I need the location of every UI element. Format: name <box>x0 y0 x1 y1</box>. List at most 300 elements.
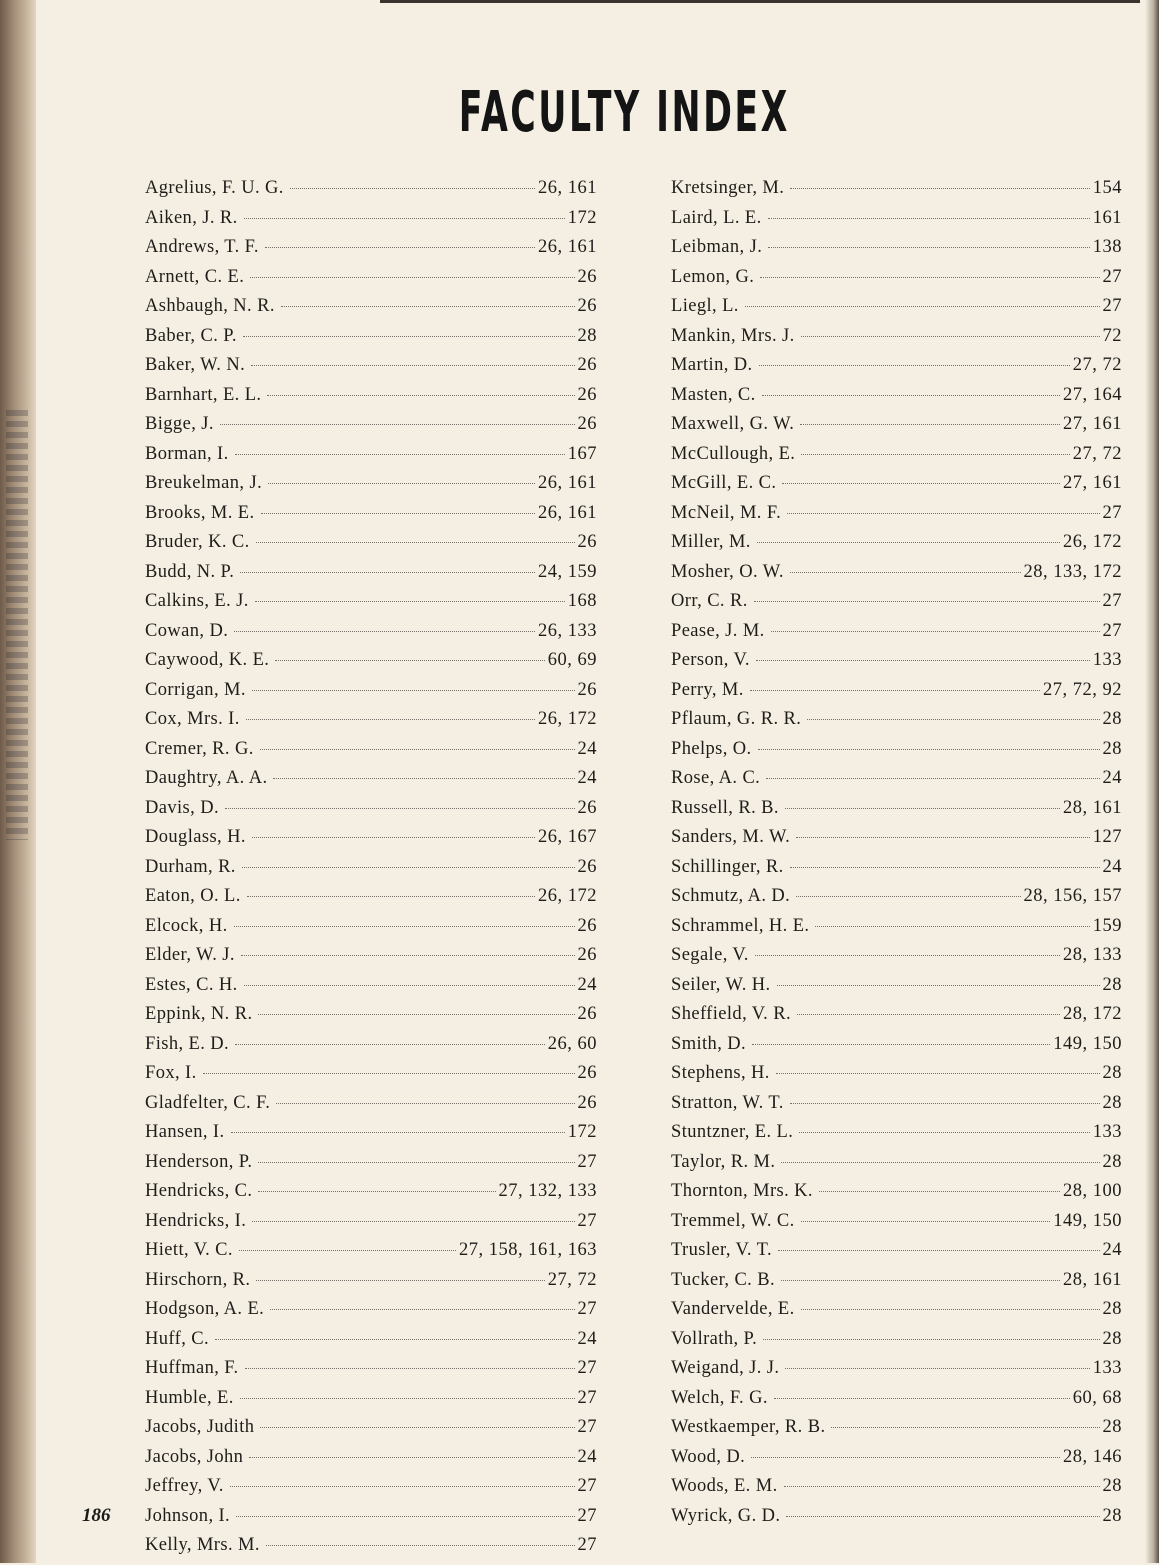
entry-name: Jacobs, John <box>145 1446 244 1467</box>
entry-pages: 26 <box>577 532 597 552</box>
entry-pages: 26 <box>577 384 597 405</box>
entry-pages: 167 <box>567 443 597 464</box>
index-entry <box>145 827 597 857</box>
index-entry <box>671 1476 1122 1506</box>
dot-leader <box>785 807 1060 809</box>
dot-leader <box>790 1102 1100 1104</box>
entry-name: Jacobs, Judith <box>145 1417 255 1437</box>
entry-pages: 26 <box>577 296 597 316</box>
entry-pages: 26, 161 <box>538 237 597 257</box>
entry-pages: 28, 133, 172 <box>1023 561 1122 582</box>
entry-name: Calkins, E. J. <box>145 591 249 611</box>
dot-leader <box>801 335 1100 337</box>
index-entry <box>145 798 597 828</box>
entry-pages: 27, 161 <box>1063 473 1122 493</box>
dot-leader <box>815 925 1089 927</box>
dot-leader <box>250 276 574 278</box>
index-entry <box>671 621 1122 651</box>
entry-name: McGill, E. C. <box>671 473 777 493</box>
entry-pages: 26, 161 <box>538 502 597 523</box>
dot-leader <box>790 571 1021 573</box>
index-entry <box>671 1093 1122 1123</box>
entry-pages: 28 <box>1102 974 1122 995</box>
entry-pages: 27 <box>577 1505 597 1526</box>
dot-leader <box>249 1456 574 1458</box>
entry-pages: 26 <box>577 1092 597 1113</box>
entry-pages: 26 <box>577 797 597 818</box>
index-entry <box>671 739 1122 769</box>
index-entry <box>145 1034 597 1064</box>
dot-leader <box>268 482 535 484</box>
dot-leader <box>754 600 1100 602</box>
dot-leader <box>786 1515 1099 1517</box>
index-entry <box>671 503 1122 533</box>
index-entry <box>671 414 1122 444</box>
entry-name: Davis, D. <box>145 797 219 818</box>
entry-pages: 26 <box>577 414 597 434</box>
index-entry <box>671 650 1122 680</box>
index-entry <box>145 1181 597 1211</box>
dot-leader <box>831 1426 1099 1428</box>
index-entry <box>671 532 1122 562</box>
dot-leader <box>258 1013 574 1015</box>
entry-pages: 60, 68 <box>1072 1387 1122 1408</box>
entry-pages: 27, 72, 92 <box>1043 679 1122 700</box>
entry-name: Borman, I. <box>145 443 229 464</box>
entry-name: Tucker, C. B. <box>671 1269 775 1290</box>
index-entry <box>671 1004 1122 1034</box>
dot-leader <box>261 512 535 514</box>
dot-leader <box>781 1161 1099 1163</box>
dot-leader <box>251 364 574 366</box>
entry-name: Lemon, G. <box>671 266 755 287</box>
index-entry <box>671 1122 1122 1152</box>
entry-pages: 26 <box>577 355 597 375</box>
entry-pages: 27 <box>577 1417 597 1437</box>
dot-leader <box>267 394 574 396</box>
page-title: FACULTY INDEX <box>458 80 790 145</box>
index-entry <box>145 916 597 946</box>
dot-leader <box>273 777 574 779</box>
entry-pages: 28, 146 <box>1063 1446 1122 1467</box>
entry-name: Baber, C. P. <box>145 325 237 346</box>
entry-pages: 26, 167 <box>538 827 597 847</box>
dot-leader <box>759 364 1070 366</box>
dot-leader <box>234 630 535 632</box>
index-entry <box>145 975 597 1005</box>
index-entry <box>671 1417 1122 1447</box>
dot-leader <box>276 1102 574 1104</box>
dot-leader <box>256 1279 544 1281</box>
entry-name: Stratton, W. T. <box>671 1092 784 1113</box>
page-number: 186 <box>82 1505 111 1526</box>
index-entry <box>145 857 597 887</box>
dot-leader <box>258 1190 495 1192</box>
entry-name: Pflaum, G. R. R. <box>671 709 802 729</box>
entry-name: Taylor, R. M. <box>671 1151 776 1172</box>
index-entry <box>145 296 597 326</box>
index-entry <box>671 975 1122 1005</box>
dot-leader <box>256 541 575 543</box>
dot-leader <box>203 1072 575 1074</box>
entry-pages: 26, 172 <box>1063 532 1122 552</box>
index-entry <box>145 1063 597 1093</box>
index-entry <box>671 1181 1122 1211</box>
index-entry <box>145 768 597 798</box>
entry-name: Cox, Mrs. I. <box>145 709 240 729</box>
dot-leader <box>220 423 575 425</box>
dot-leader <box>750 689 1040 691</box>
entry-name: Pease, J. M. <box>671 620 765 641</box>
entry-name: McNeil, M. F. <box>671 502 782 523</box>
index-entry <box>671 444 1122 474</box>
index-entry <box>671 827 1122 857</box>
index-entry <box>671 591 1122 621</box>
entry-name: Woods, E. M. <box>671 1476 778 1496</box>
dot-leader <box>241 954 575 956</box>
dot-leader <box>801 1308 1100 1310</box>
dot-leader <box>252 689 575 691</box>
entry-pages: 27 <box>577 1358 597 1378</box>
entry-name: Sanders, M. W. <box>671 827 791 847</box>
dot-leader <box>785 1367 1089 1369</box>
entry-pages: 159 <box>1092 915 1122 936</box>
index-entry <box>671 1063 1122 1093</box>
index-entry <box>145 414 597 444</box>
entry-name: Fish, E. D. <box>145 1033 230 1054</box>
dot-leader <box>281 305 575 307</box>
dot-leader <box>215 1338 574 1340</box>
entry-name: Mosher, O. W. <box>671 561 784 582</box>
index-entry <box>671 562 1122 592</box>
entry-pages: 28, 172 <box>1063 1004 1122 1024</box>
index-entry <box>671 709 1122 739</box>
entry-name: Huff, C. <box>145 1328 210 1349</box>
dot-leader <box>801 1220 1051 1222</box>
entry-name: Hendricks, C. <box>145 1181 253 1201</box>
index-entry <box>145 1329 597 1359</box>
dot-leader <box>758 748 1100 750</box>
index-entry <box>671 385 1122 415</box>
dot-leader <box>797 1013 1060 1015</box>
entry-name: Hiett, V. C. <box>145 1240 233 1260</box>
index-entry <box>671 237 1122 267</box>
entry-pages: 26 <box>577 679 597 700</box>
index-entry <box>145 650 597 680</box>
index-entry <box>145 1358 597 1388</box>
index-entry <box>145 1506 597 1536</box>
dot-leader <box>260 1426 574 1428</box>
entry-name: Aiken, J. R. <box>145 207 238 228</box>
entry-name: Douglass, H. <box>145 827 246 847</box>
dot-leader <box>255 600 565 602</box>
entry-name: Wood, D. <box>671 1446 746 1467</box>
entry-pages: 27 <box>1102 591 1122 611</box>
dot-leader <box>801 453 1069 455</box>
dot-leader <box>275 659 544 661</box>
entry-pages: 72 <box>1102 325 1122 346</box>
entry-pages: 27 <box>1102 296 1122 316</box>
index-entry <box>145 503 597 533</box>
entry-pages: 28 <box>1102 1328 1122 1349</box>
index-entry <box>145 1122 597 1152</box>
index-entry <box>145 1004 597 1034</box>
dot-leader <box>807 718 1099 720</box>
entry-name: Stephens, H. <box>671 1063 770 1083</box>
index-entry <box>671 1388 1122 1418</box>
dot-leader <box>265 246 535 248</box>
entry-name: Henderson, P. <box>145 1151 253 1172</box>
index-entry <box>671 178 1122 208</box>
dot-leader <box>245 1367 575 1369</box>
entry-name: Kelly, Mrs. M. <box>145 1535 260 1555</box>
dot-leader <box>782 482 1060 484</box>
entry-name: Sheffield, V. R. <box>671 1004 791 1024</box>
index-entry <box>145 1417 597 1447</box>
entry-name: Schillinger, R. <box>671 856 784 877</box>
dot-leader <box>290 187 535 189</box>
dot-leader <box>230 1485 575 1487</box>
index-entry <box>145 267 597 297</box>
dot-leader <box>800 423 1060 425</box>
dot-leader <box>819 1190 1060 1192</box>
entry-pages: 27 <box>577 1476 597 1496</box>
entry-name: Baker, W. N. <box>145 355 246 375</box>
index-entry <box>145 945 597 975</box>
dot-leader <box>766 777 1099 779</box>
dot-leader <box>777 984 1100 986</box>
entry-name: Ashbaugh, N. R. <box>145 296 275 316</box>
entry-pages: 149, 150 <box>1053 1033 1122 1054</box>
entry-name: Leibman, J. <box>671 237 763 257</box>
index-entry <box>145 886 597 916</box>
entry-name: Westkaemper, R. B. <box>671 1417 826 1437</box>
entry-name: Laird, L. E. <box>671 207 762 228</box>
entry-name: Tremmel, W. C. <box>671 1210 795 1231</box>
entry-pages: 26 <box>577 945 597 965</box>
entry-pages: 27 <box>577 1387 597 1408</box>
dot-leader <box>234 925 575 927</box>
entry-name: Estes, C. H. <box>145 974 238 995</box>
entry-name: Russell, R. B. <box>671 797 779 818</box>
index-entry <box>671 208 1122 238</box>
entry-pages: 28, 133 <box>1063 945 1122 965</box>
entry-pages: 172 <box>567 1122 597 1142</box>
dot-leader <box>796 836 1090 838</box>
dot-leader <box>231 1131 565 1133</box>
index-entry <box>671 1211 1122 1241</box>
entry-name: Stuntzner, E. L. <box>671 1122 794 1142</box>
entry-pages: 24 <box>577 974 597 995</box>
entry-pages: 28 <box>1102 1092 1122 1113</box>
index-entry <box>671 857 1122 887</box>
index-entry <box>145 1093 597 1123</box>
entry-name: Fox, I. <box>145 1063 197 1083</box>
index-entry <box>671 1034 1122 1064</box>
entry-name: Schmutz, A. D. <box>671 886 791 906</box>
index-entry <box>671 267 1122 297</box>
entry-name: Masten, C. <box>671 384 756 405</box>
entry-name: Welch, F. G. <box>671 1387 768 1408</box>
entry-name: Rose, A. C. <box>671 768 761 788</box>
entry-pages: 27 <box>577 1151 597 1172</box>
index-entry <box>145 680 597 710</box>
index-entry <box>145 444 597 474</box>
entry-pages: 27, 72 <box>1072 355 1122 375</box>
dot-leader <box>796 895 1020 897</box>
index-entry <box>671 768 1122 798</box>
entry-name: Person, V. <box>671 650 750 670</box>
entry-pages: 27 <box>1102 266 1122 287</box>
entry-name: Eppink, N. R. <box>145 1004 253 1024</box>
entry-name: Breukelman, J. <box>145 473 263 493</box>
dot-leader <box>768 246 1090 248</box>
entry-pages: 28 <box>1102 1151 1122 1172</box>
entry-pages: 24 <box>577 768 597 788</box>
entry-pages: 28, 161 <box>1063 1269 1122 1290</box>
entry-name: Huffman, F. <box>145 1358 239 1378</box>
index-entry <box>671 1329 1122 1359</box>
entry-pages: 24, 159 <box>538 561 597 582</box>
entry-pages: 27, 72 <box>547 1269 597 1290</box>
dot-leader <box>235 1043 545 1045</box>
index-entry <box>145 208 597 238</box>
index-entry <box>671 1270 1122 1300</box>
dot-leader <box>760 276 1099 278</box>
entry-pages: 26 <box>577 1063 597 1083</box>
dot-leader <box>242 866 575 868</box>
dot-leader <box>247 895 535 897</box>
dot-leader <box>236 1515 574 1517</box>
entry-name: Kretsinger, M. <box>671 178 785 198</box>
entry-pages: 28 <box>1102 1063 1122 1083</box>
dot-leader <box>787 512 1099 514</box>
index-entry <box>145 178 597 208</box>
entry-pages: 27 <box>577 1299 597 1319</box>
entry-pages: 172 <box>567 207 597 228</box>
index-entry <box>671 1358 1122 1388</box>
index-entry <box>671 945 1122 975</box>
dot-leader <box>240 571 535 573</box>
entry-name: Corrigan, M. <box>145 679 246 700</box>
dot-leader <box>756 659 1090 661</box>
entry-pages: 27, 158, 161, 163 <box>459 1240 597 1260</box>
entry-name: Arnett, C. E. <box>145 266 245 287</box>
index-entry <box>145 591 597 621</box>
entry-pages: 127 <box>1092 827 1122 847</box>
entry-name: Eaton, O. L. <box>145 886 241 906</box>
entry-name: Jeffrey, V. <box>145 1476 224 1496</box>
index-entry <box>671 1152 1122 1182</box>
entry-name: Segale, V. <box>671 945 749 965</box>
dot-leader <box>751 1456 1060 1458</box>
entry-name: Barnhart, E. L. <box>145 384 262 405</box>
entry-pages: 28 <box>1102 1476 1122 1496</box>
dot-leader <box>768 217 1090 219</box>
entry-name: Andrews, T. F. <box>145 237 259 257</box>
entry-pages: 133 <box>1092 650 1122 670</box>
index-entry <box>145 355 597 385</box>
dot-leader <box>752 1043 1050 1045</box>
entry-pages: 28 <box>577 325 597 346</box>
dot-leader <box>270 1308 574 1310</box>
entry-name: Bigge, J. <box>145 414 214 434</box>
entry-pages: 24 <box>1102 768 1122 788</box>
dot-leader <box>778 1249 1100 1251</box>
entry-pages: 26, 161 <box>538 178 597 198</box>
index-entry <box>145 1270 597 1300</box>
entry-pages: 24 <box>577 1446 597 1467</box>
dot-leader <box>745 305 1100 307</box>
entry-name: Miller, M. <box>671 532 751 552</box>
entry-name: Hodgson, A. E. <box>145 1299 265 1319</box>
entry-name: Daughtry, A. A. <box>145 768 268 788</box>
entry-pages: 26 <box>577 266 597 287</box>
entry-pages: 26, 161 <box>538 473 597 493</box>
entry-name: Brooks, M. E. <box>145 502 255 523</box>
entry-name: Johnson, I. <box>145 1505 231 1526</box>
dot-leader <box>757 541 1060 543</box>
index-column-left <box>145 178 597 1565</box>
index-entry <box>671 680 1122 710</box>
index-entry <box>145 1211 597 1241</box>
entry-name: Vandervelde, E. <box>671 1299 795 1319</box>
entry-name: Hendricks, I. <box>145 1210 247 1231</box>
entry-pages: 27 <box>577 1210 597 1231</box>
entry-name: Cowan, D. <box>145 620 229 641</box>
entry-pages: 133 <box>1092 1358 1122 1378</box>
index-entry <box>671 1299 1122 1329</box>
dot-leader <box>771 630 1100 632</box>
entry-pages: 27, 132, 133 <box>498 1181 597 1201</box>
entry-pages: 27, 164 <box>1063 384 1122 405</box>
entry-name: Vollrath, P. <box>671 1328 758 1349</box>
index-entry <box>145 326 597 356</box>
entry-pages: 60, 69 <box>547 650 597 670</box>
dot-leader <box>225 807 575 809</box>
index-entry <box>671 1447 1122 1477</box>
entry-name: Hirschorn, R. <box>145 1269 251 1290</box>
dot-leader <box>240 1397 575 1399</box>
dot-leader <box>790 866 1100 868</box>
entry-name: Humble, E. <box>145 1387 234 1408</box>
dot-leader <box>790 187 1089 189</box>
entry-pages: 28 <box>1102 709 1122 729</box>
dot-leader <box>252 836 535 838</box>
index-entry <box>671 916 1122 946</box>
dot-leader <box>260 748 575 750</box>
entry-name: Smith, D. <box>671 1033 747 1054</box>
entry-pages: 24 <box>1102 1240 1122 1260</box>
index-entry <box>145 473 597 503</box>
entry-pages: 26 <box>577 856 597 877</box>
index-column-right <box>671 178 1122 1535</box>
entry-pages: 27, 72 <box>1072 443 1122 464</box>
page-right-edge <box>1145 0 1159 1563</box>
entry-pages: 26, 172 <box>538 886 597 906</box>
entry-pages: 24 <box>1102 856 1122 877</box>
entry-name: Gladfelter, C. F. <box>145 1092 271 1113</box>
entry-name: Elder, W. J. <box>145 945 235 965</box>
index-entry <box>145 237 597 267</box>
index-entry <box>671 1240 1122 1270</box>
index-entry <box>671 1506 1122 1536</box>
index-entry <box>145 709 597 739</box>
entry-pages: 24 <box>577 1328 597 1349</box>
entry-name: Perry, M. <box>671 679 744 700</box>
dot-leader <box>774 1397 1070 1399</box>
entry-name: Durham, R. <box>145 856 236 877</box>
